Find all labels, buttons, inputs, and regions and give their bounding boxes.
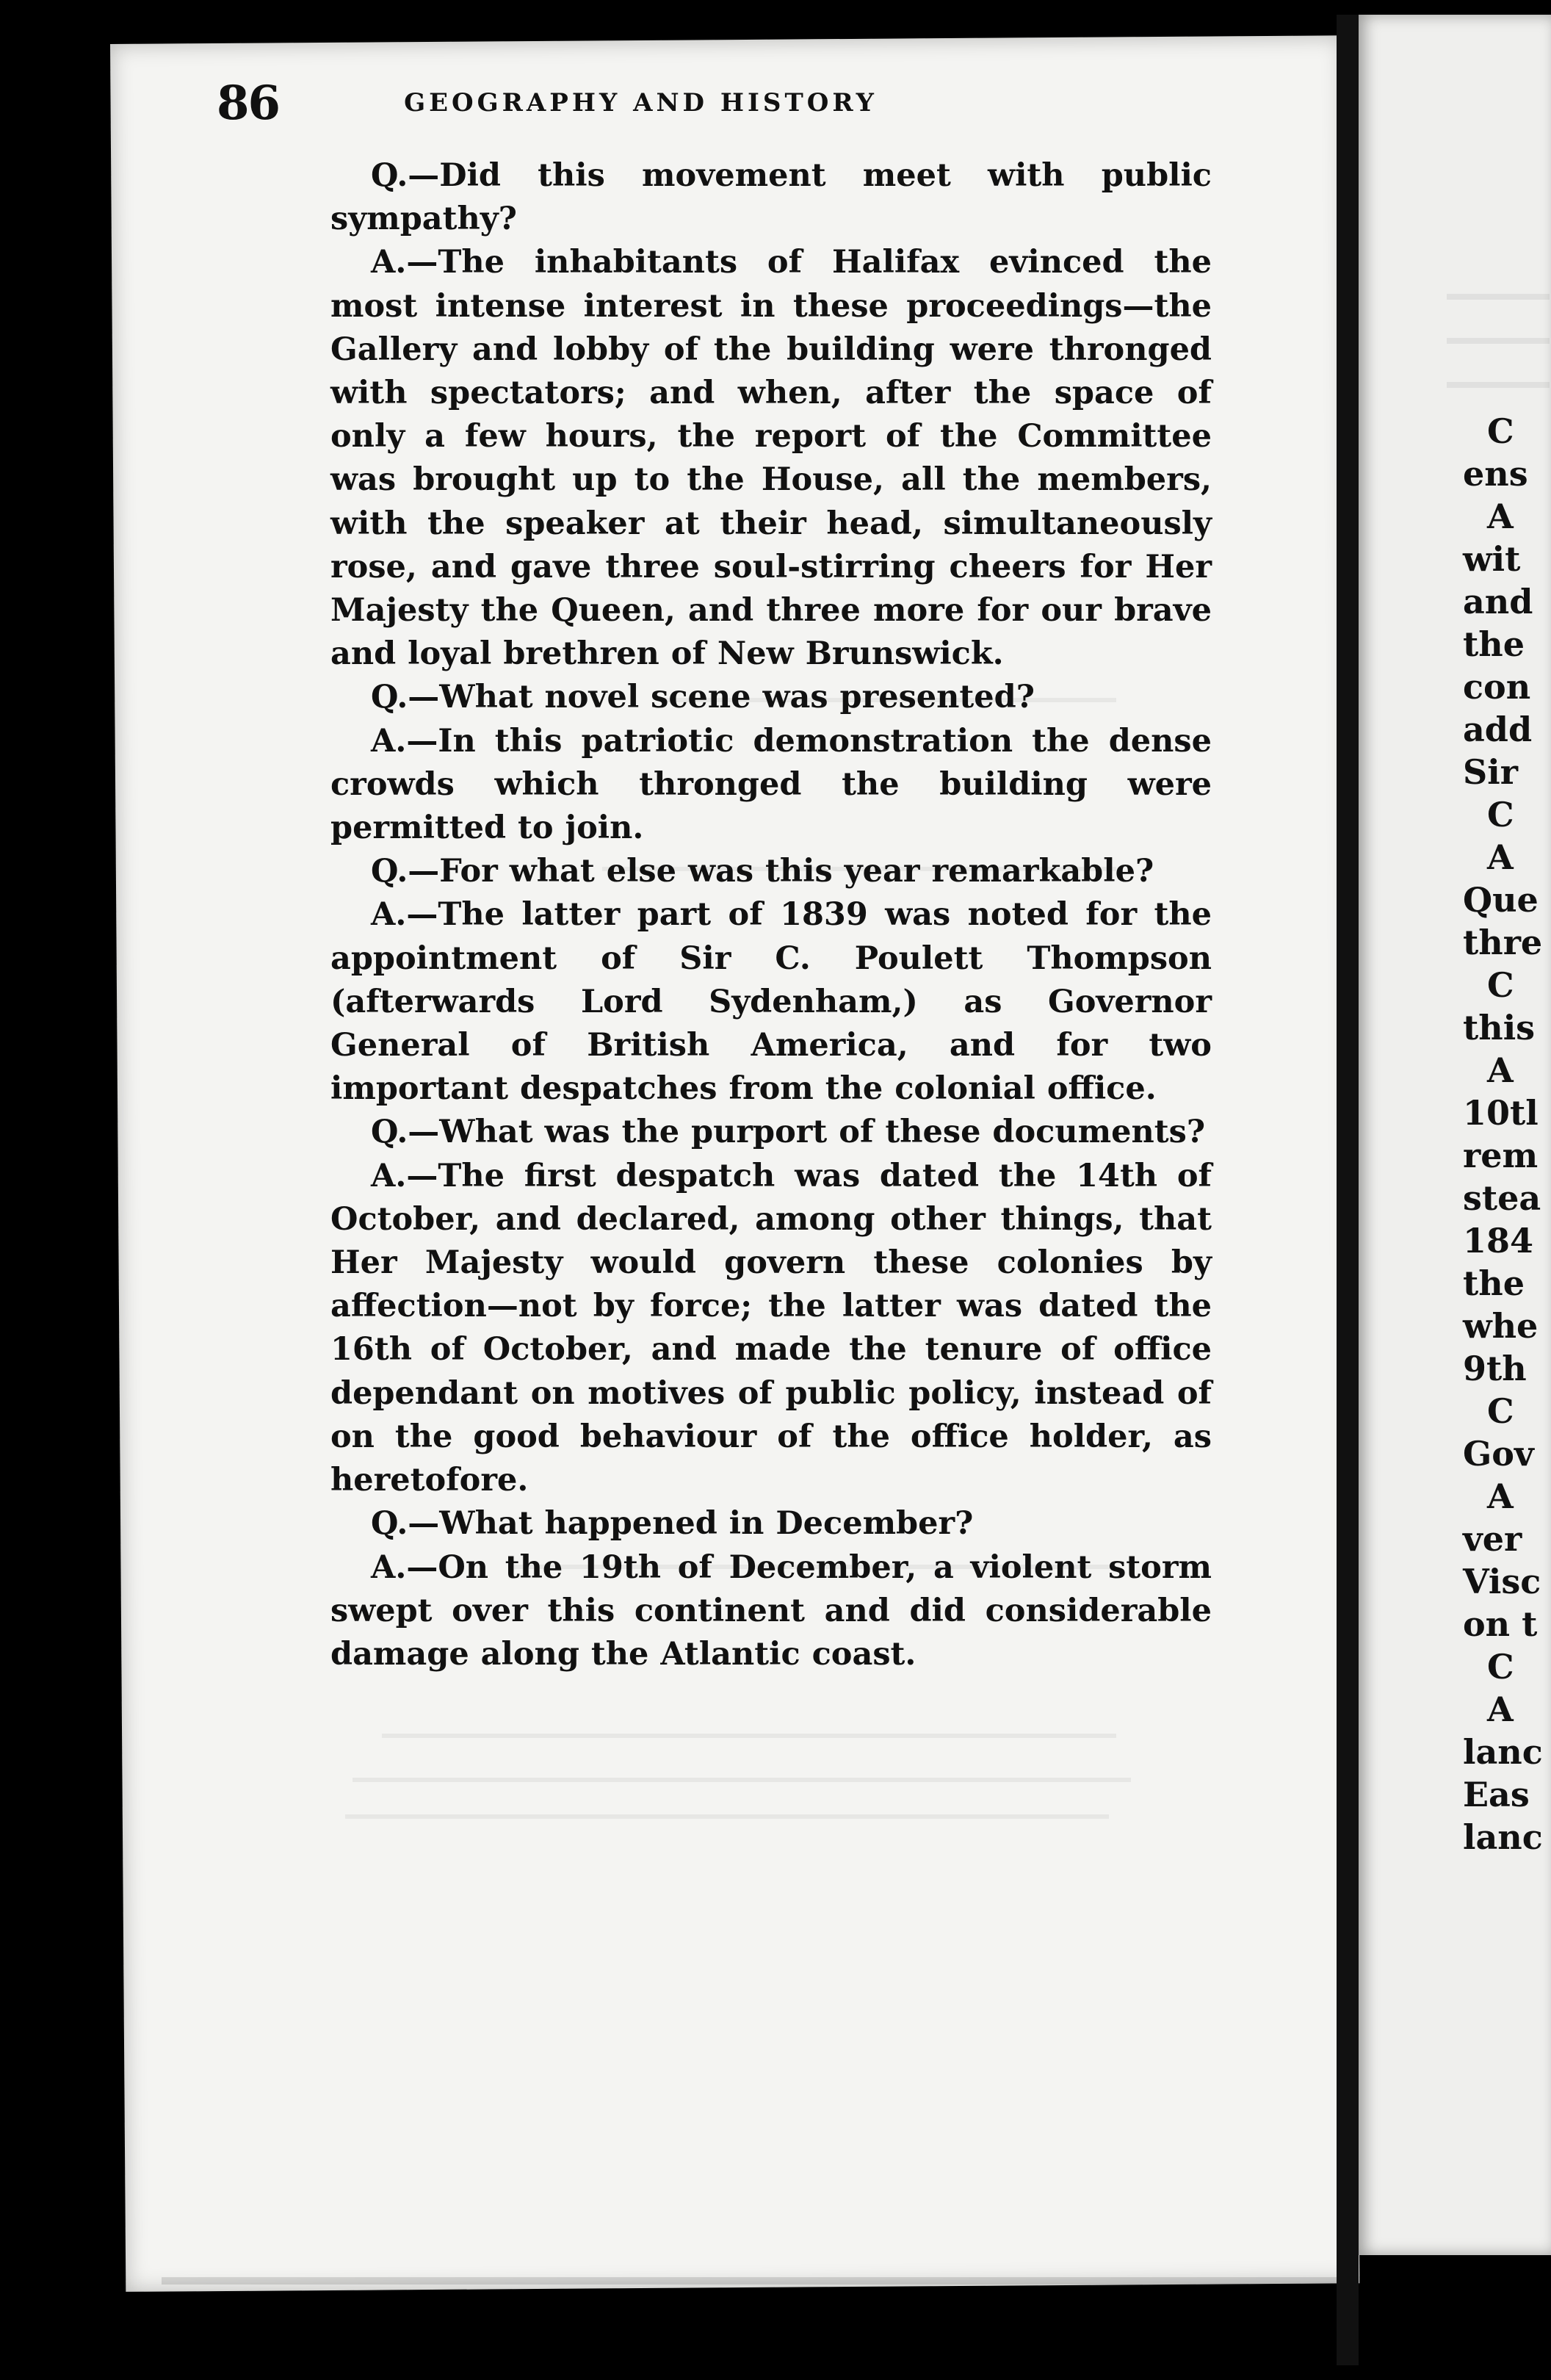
bleed-through-mark (1447, 382, 1550, 388)
right-page-text-fragment: whe (1463, 1306, 1539, 1346)
right-page-text-fragment: C (1487, 1391, 1514, 1431)
right-page-text-fragment: lanc (1463, 1732, 1543, 1772)
right-page-text-fragment: C (1487, 965, 1514, 1005)
right-page-text-fragment: A (1487, 837, 1514, 877)
right-page-text-fragment: add (1463, 710, 1533, 749)
right-page-text-fragment: this (1463, 1008, 1536, 1047)
page-edge-wear (162, 2277, 1337, 2285)
bleed-through-mark (1447, 338, 1550, 344)
right-page-text-fragment: stea (1463, 1178, 1541, 1218)
right-page-text-fragment: A (1487, 1050, 1514, 1090)
answer-paragraph: A.—In this patriotic demonstration the dense crowds which thronged the building were permitted to join. (330, 722, 1212, 847)
book-page-right-fragment (1359, 15, 1551, 2255)
right-page-text-fragment: lanc (1463, 1817, 1543, 1857)
answer-paragraph: A.—The latter part of 1839 was noted for the appointment of Sir C. Poulett Thompson (afterwards Lord Sydenham,) as Governor General of British America, and for two important despatches from the colonial office. (330, 896, 1212, 1108)
right-page-text-fragment: 10tl (1463, 1093, 1539, 1133)
page-number: 86 (217, 75, 280, 131)
running-header-title: GEOGRAPHY AND HISTORY (404, 88, 878, 118)
right-page-text-fragment: Que (1463, 880, 1539, 920)
right-page-text-fragment: the (1463, 1263, 1525, 1303)
right-page-text-fragment: A (1487, 1690, 1514, 1729)
right-page-text-fragment: on t (1463, 1604, 1538, 1644)
question-paragraph: Q.—For what else was this year remarkable? (371, 853, 1154, 890)
page-body-text (330, 154, 1212, 1676)
book-gutter (1337, 15, 1359, 2365)
right-page-text-fragment: 9th (1463, 1349, 1527, 1388)
right-page-text-fragment: C (1487, 795, 1514, 834)
right-page-text-fragment: C (1487, 411, 1514, 451)
right-page-text-fragment: Eas (1463, 1775, 1530, 1814)
right-page-text-fragment: rem (1463, 1136, 1539, 1175)
right-page-text-fragment: A (1487, 497, 1514, 536)
question-paragraph: Q.—What happened in December? (371, 1505, 974, 1543)
right-page-text-fragment: ens (1463, 454, 1528, 494)
right-page-text-fragment: C (1487, 1647, 1514, 1687)
answer-paragraph: A.—On the 19th of December, a violent storm swept over this continent and did considerable damage along the Atlantic coast. (330, 1548, 1212, 1673)
right-page-text-fragment: A (1487, 1476, 1514, 1516)
bleed-through-mark (352, 1778, 1131, 1782)
right-page-text-fragment: Gov (1463, 1434, 1534, 1474)
right-page-text-fragment: ver (1463, 1519, 1522, 1559)
question-paragraph: Q.—Did this movement meet with public sympathy? (330, 157, 1212, 238)
answer-paragraph: A.—The inhabitants of Halifax evinced the most intense interest in these proceedings—the Gallery and lobby of the building were thronged with spectators; and when, after the space of only a few hours, the report of the Committee was brought up to the House, all the members, with the speaker at their head, simultaneously rose, and gave three soul-stirring cheers for Her Majesty the Queen, and three more for our brave and loyal brethren of New Brunswick. (330, 244, 1212, 673)
right-page-text-fragment: con (1463, 667, 1531, 707)
bleed-through-mark (1447, 294, 1550, 300)
right-page-text-fragment: Visc (1463, 1562, 1541, 1601)
right-page-text-fragment: thre (1463, 923, 1543, 962)
right-page-text-fragment: the (1463, 624, 1525, 664)
right-page-text-fragment: and (1463, 582, 1533, 621)
right-page-text-fragment: 184 (1463, 1221, 1534, 1261)
right-page-text-fragment: wit (1463, 539, 1521, 579)
question-paragraph: Q.—What was the purport of these documents? (371, 1114, 1206, 1151)
question-paragraph: Q.—What novel scene was presented? (371, 679, 1035, 716)
bleed-through-mark (345, 1814, 1109, 1819)
running-header (217, 73, 1061, 132)
right-page-text-fragment: Sir (1463, 752, 1518, 792)
answer-paragraph: A.—The first despatch was dated the 14th of October, and declared, among other things, that Her Majesty would govern these colonies by affection—not by force; the latter was dated the 16th of October, and made the tenure of office dependant on motives of public policy, instead of on the good behaviour of the office holder, as heretofore. (330, 1157, 1212, 1499)
bleed-through-mark (382, 1734, 1116, 1738)
